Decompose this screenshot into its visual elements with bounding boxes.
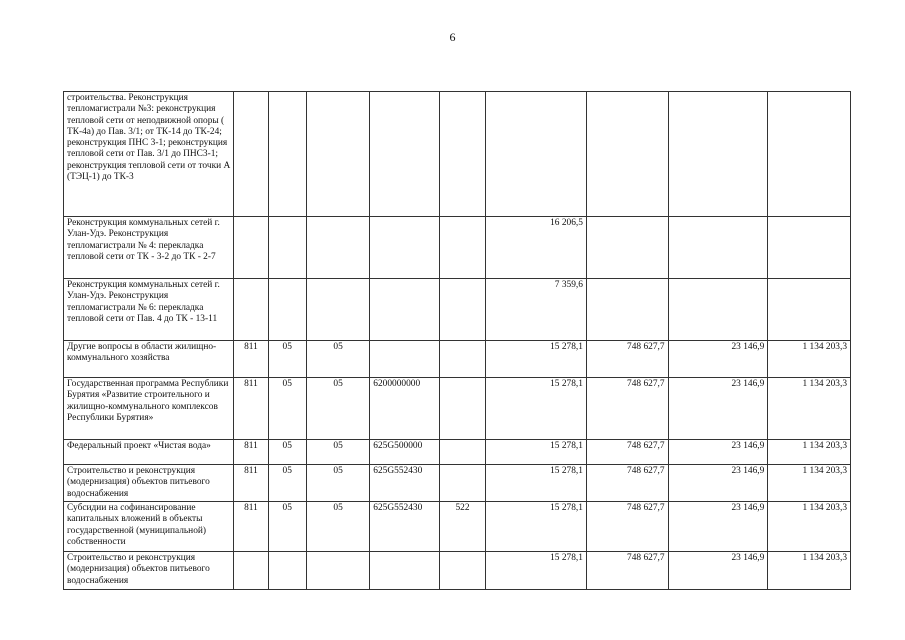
cell-amount-1: 15 278,1 (486, 378, 587, 440)
cell-section-code (268, 552, 306, 590)
row-description: Строительство и реконструкция (модернизация) объектов питьевого водоснабжения (64, 552, 234, 590)
cell-section-code: 05 (268, 465, 306, 502)
cell-amount-3: 23 146,9 (668, 440, 768, 465)
cell-amount-2 (586, 279, 668, 341)
cell-department-code: 811 (234, 378, 268, 440)
cell-department-code: 811 (234, 465, 268, 502)
table-row (64, 217, 851, 279)
row-description: Строительство и реконструкция (модернизация) объектов питьевого водоснабжения (64, 465, 234, 502)
table-row (64, 502, 851, 552)
cell-amount-4: 1 134 203,3 (768, 440, 851, 465)
cell-expense-type (439, 341, 485, 378)
cell-subsection-code (306, 217, 369, 279)
cell-section-code: 05 (268, 341, 306, 378)
row-description: Субсидии на софинансирование капитальных вложений в объекты государственной (муниципальной) собственности (64, 502, 234, 552)
cell-amount-3 (668, 92, 768, 217)
cell-department-code: 811 (234, 440, 268, 465)
cell-target-article (370, 341, 440, 378)
cell-department-code (234, 279, 268, 341)
cell-amount-4 (768, 92, 851, 217)
cell-amount-1: 15 278,1 (486, 341, 587, 378)
cell-subsection-code: 05 (306, 341, 369, 378)
cell-subsection-code (306, 279, 369, 341)
cell-target-article: 625G552430 (370, 465, 440, 502)
cell-amount-4: 1 134 203,3 (768, 378, 851, 440)
table-row (64, 378, 851, 440)
cell-amount-2: 748 627,7 (586, 502, 668, 552)
row-description: Реконструкция коммунальных сетей г. Улан-Удэ. Реконструкция тепломагистрали № 4: перекладка тепловой сети от ТК - 3-2 до ТК - 2-7 (64, 217, 234, 279)
cell-department-code (234, 217, 268, 279)
cell-department-code (234, 552, 268, 590)
cell-amount-2: 748 627,7 (586, 341, 668, 378)
cell-amount-4: 1 134 203,3 (768, 465, 851, 502)
cell-target-article: 6200000000 (370, 378, 440, 440)
cell-subsection-code: 05 (306, 440, 369, 465)
table-row (64, 440, 851, 465)
cell-amount-2: 748 627,7 (586, 465, 668, 502)
cell-amount-4 (768, 217, 851, 279)
cell-department-code: 811 (234, 341, 268, 378)
cell-amount-1: 15 278,1 (486, 465, 587, 502)
cell-section-code: 05 (268, 378, 306, 440)
row-description: Федеральный проект «Чистая вода» (64, 440, 234, 465)
row-description: Реконструкция коммунальных сетей г. Улан-Удэ. Реконструкция тепломагистрали № 6: перекладка тепловой сети от Пав. 4 до ТК - 13-11 (64, 279, 234, 341)
cell-target-article (370, 92, 440, 217)
cell-subsection-code: 05 (306, 378, 369, 440)
table-row (64, 552, 851, 590)
row-description: Государственная программа Республики Бурятия «Развитие строительного и жилищно-коммунального комплексов Республики Бурятия» (64, 378, 234, 440)
cell-expense-type (439, 92, 485, 217)
cell-amount-3: 23 146,9 (668, 378, 768, 440)
cell-subsection-code (306, 92, 369, 217)
table-row (64, 279, 851, 341)
cell-target-article (370, 279, 440, 341)
cell-target-article: 625G552430 (370, 502, 440, 552)
cell-amount-2: 748 627,7 (586, 378, 668, 440)
cell-amount-3 (668, 279, 768, 341)
cell-department-code: 811 (234, 502, 268, 552)
row-description: Другие вопросы в области жилищно-коммунального хозяйства (64, 341, 234, 378)
cell-subsection-code: 05 (306, 502, 369, 552)
cell-section-code (268, 92, 306, 217)
table-row (64, 465, 851, 502)
page-number: 6 (449, 30, 456, 44)
cell-expense-type (439, 378, 485, 440)
cell-section-code: 05 (268, 502, 306, 552)
cell-amount-1: 16 206,5 (486, 217, 587, 279)
cell-target-article: 625G500000 (370, 440, 440, 465)
cell-section-code: 05 (268, 440, 306, 465)
cell-amount-3: 23 146,9 (668, 552, 768, 590)
table-row (64, 92, 851, 217)
cell-expense-type (439, 440, 485, 465)
cell-amount-3: 23 146,9 (668, 502, 768, 552)
cell-subsection-code: 05 (306, 465, 369, 502)
row-description: строительства. Реконструкция тепломагистрали №3: реконструкция тепловой сети от неподвижной опоры ( ТК-4а) до Пав. 3/1; от ТК-14 до ТК-24; реконструкция ПНС 3-1; реконструкция тепловой сети от Пав. 3/1 до ПНС3-1; реконструкция тепловой сети от точки А (ТЭЦ-1) до ТК-3 (64, 92, 234, 217)
cell-amount-1: 7 359,6 (486, 279, 587, 341)
cell-amount-4 (768, 279, 851, 341)
cell-department-code (234, 92, 268, 217)
cell-amount-3: 23 146,9 (668, 341, 768, 378)
cell-amount-1: 15 278,1 (486, 552, 587, 590)
cell-amount-1: 15 278,1 (486, 440, 587, 465)
cell-amount-4: 1 134 203,3 (768, 341, 851, 378)
cell-amount-1 (486, 92, 587, 217)
cell-amount-2: 748 627,7 (586, 440, 668, 465)
cell-expense-type (439, 465, 485, 502)
table-row (64, 341, 851, 378)
cell-amount-3 (668, 217, 768, 279)
cell-target-article (370, 217, 440, 279)
cell-subsection-code (306, 552, 369, 590)
cell-amount-1: 15 278,1 (486, 502, 587, 552)
cell-section-code (268, 279, 306, 341)
cell-amount-2 (586, 92, 668, 217)
cell-amount-4: 1 134 203,3 (768, 552, 851, 590)
cell-expense-type (439, 279, 485, 341)
cell-expense-type (439, 552, 485, 590)
cell-amount-2 (586, 217, 668, 279)
cell-amount-4: 1 134 203,3 (768, 502, 851, 552)
budget-table (63, 91, 851, 590)
cell-amount-3: 23 146,9 (668, 465, 768, 502)
cell-amount-2: 748 627,7 (586, 552, 668, 590)
cell-target-article (370, 552, 440, 590)
cell-section-code (268, 217, 306, 279)
cell-expense-type: 522 (439, 502, 485, 552)
cell-expense-type (439, 217, 485, 279)
